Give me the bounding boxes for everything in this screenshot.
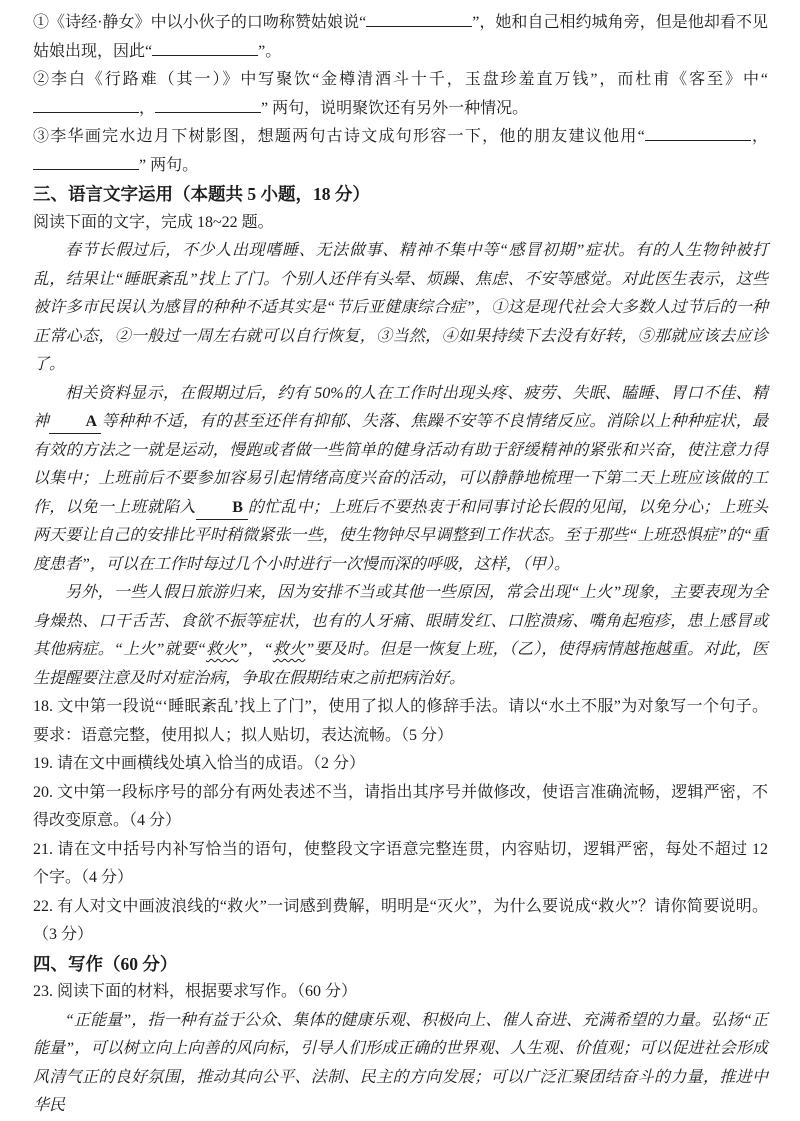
question-23: 23. 阅读下面的材料，根据要求写作。（60 分） — [33, 983, 358, 1000]
item-text: ” 两句，说明聚饮还有另外一种情况。 — [261, 99, 529, 117]
passage-text: 另外，一些人假日旅游归来，因为安排不当或其他一些原因，常会出现“上火”现象，主要表现为全身燥热、口干舌苦、食欲不振等症状，也有的人牙痛、眼睛发红、口腔溃疡、嘴角起疱疹，患上感冒或其他病症。“上火”就要“ — [33, 584, 768, 658]
item-text: ， — [139, 99, 156, 117]
wavy-underlined-word: 救火 — [205, 641, 239, 658]
item-text: ”，她和自己相约城角旁，但是他却看不见姑娘出现，因此“ — [33, 14, 768, 60]
item-text: ”。 — [258, 42, 282, 60]
section-heading-language-use: 三、语言文字运用（本题共 5 小题，18 分） — [33, 184, 370, 204]
item-text: ” 两句。 — [139, 156, 199, 174]
answer-blank — [645, 126, 751, 141]
item-text: ， — [750, 128, 768, 145]
item-text: ③李华画完水边月下树影图，想题两句古诗文成句形容一下，他的朋友建议他用“ — [33, 128, 645, 145]
question-22: 22. 有人对文中画波浪线的“救火”一词感到费解，明明是“灭火”，为什么要说成“救火”？请你简要说明。（3 分） — [33, 897, 768, 943]
wavy-underlined-word: 救火 — [272, 641, 306, 658]
answer-blank-a — [49, 411, 101, 434]
answer-blank — [155, 98, 261, 113]
reading-instruction: 阅读下面的文字，完成 18~22 题。 — [33, 213, 274, 231]
section-heading-writing: 四、写作（60 分） — [33, 953, 178, 974]
item-text: ②李白《行路难（其一）》中写聚饮“金樽清酒斗十千，玉盘珍羞直万钱”，而杜甫《客至》中“ — [33, 71, 768, 88]
question-21: 21. 请在文中括号内补写恰当的语句，使整段文字语意完整连贯，内容贴切，逻辑严密，每处不超过 12 个字。（4 分） — [33, 840, 768, 886]
question-20: 20. 文中第一段标序号的部分有两处表述不当，请指出其序号并做修改，使语言准确流畅，逻辑严密，不得改变原意。（4 分） — [33, 783, 768, 829]
passage-text: 相关资料显示，在假期过后，约有 50%的人在工作时出现头疼、疲劳、失眠、瞌睡、胃口不佳、精神 — [33, 384, 768, 430]
writing-material-paragraph: “正能量”，指一种有益于公众、集体的健康乐观、积极向上、催人奋进、充满希望的力量。弘扬“正能量”，可以树立向上向善的风向标，引导人们形成正确的世界观、人生观、价值观；可以促进社会形成风清气正的良好氛围，推动其向公平、法制、民主的方向发展；可以广泛汇聚团结奋斗的力量，推进中华民 — [33, 1011, 768, 1114]
item-text: ①《诗经·静女》中以小伙子的口吻称赞姑娘说“ — [33, 14, 367, 31]
blank-label-b: B — [232, 498, 243, 516]
answer-blank-b — [196, 497, 248, 520]
answer-blank — [366, 12, 472, 27]
blank-label-a: A — [85, 413, 98, 430]
passage-text: 的忙乱中；上班后不要热衷于和同事讨论长假的见闻，以免分心；上班头两天要让自己的安排比平时稍微紧张一些，使生物钟尽早调整到工作状态。至于那些“上班恐惧症”的“重度患者”，可以在工作时每过几个小时进行一次慢而深的呼吸，这样，（甲）。 — [33, 498, 768, 573]
fill-in-item-1 — [33, 9, 768, 66]
passage-text: ”要及时。但是一恢复上班，（乙），使得病情越拖越重。对此，医生提醒要注意及时对症治病，争取在假期结束之前把病治好。 — [33, 641, 768, 687]
question-19: 19. 请在文中画横线处填入恰当的成语。（2 分） — [33, 755, 366, 772]
fill-in-item-3 — [33, 123, 768, 180]
question-18: 18. 文中第一段说“‘睡眠紊乱’找上了门”，使用了拟人的修辞手法。请以“水土不服”为对象写一个句子。要求：语意完整，使用拟人；拟人贴切，表达流畅。（5 分） — [33, 698, 768, 744]
passage-paragraph-2 — [33, 380, 768, 580]
passage-text: ”，“ — [238, 641, 273, 658]
passage-paragraph-3 — [33, 579, 768, 693]
answer-blank — [33, 155, 139, 170]
answer-blank — [152, 41, 258, 56]
passage-paragraph-1: 春节长假过后，不少人出现嗜睡、无法做事、精神不集中等“感冒初期”症状。有的人生物钟被打乱，结果让“睡眠紊乱”找上了门。个别人还伴有头晕、烦躁、焦虑、不安等感觉。对此医生表示，这些被许多市民误认为感冒的种种不适其实是“节后亚健康综合症”，①这是现代社会大多数人过节后的一种正常心态，②一般过一周左右就可以自行恢复，③当然，④如果持续下去没有好转，⑤那就应该去应诊了。 — [33, 242, 768, 373]
answer-blank — [33, 98, 139, 113]
passage-text: 等种种不适，有的甚至还伴有抑郁、失落、焦躁不安等不良情绪反应。消除以上种种症状，最有效的方法之一就是运动，慢跑或者做一些简单的健身活动有助于舒缓精神的紧张和兴奋，使注意力得以集中；上班前后不要参加容易引起情绪高度兴奋的活动，可以静静地梳理一下第二天上班应该做的工作，以免一上班就陷入 — [33, 413, 768, 516]
fill-in-item-2 — [33, 66, 768, 123]
